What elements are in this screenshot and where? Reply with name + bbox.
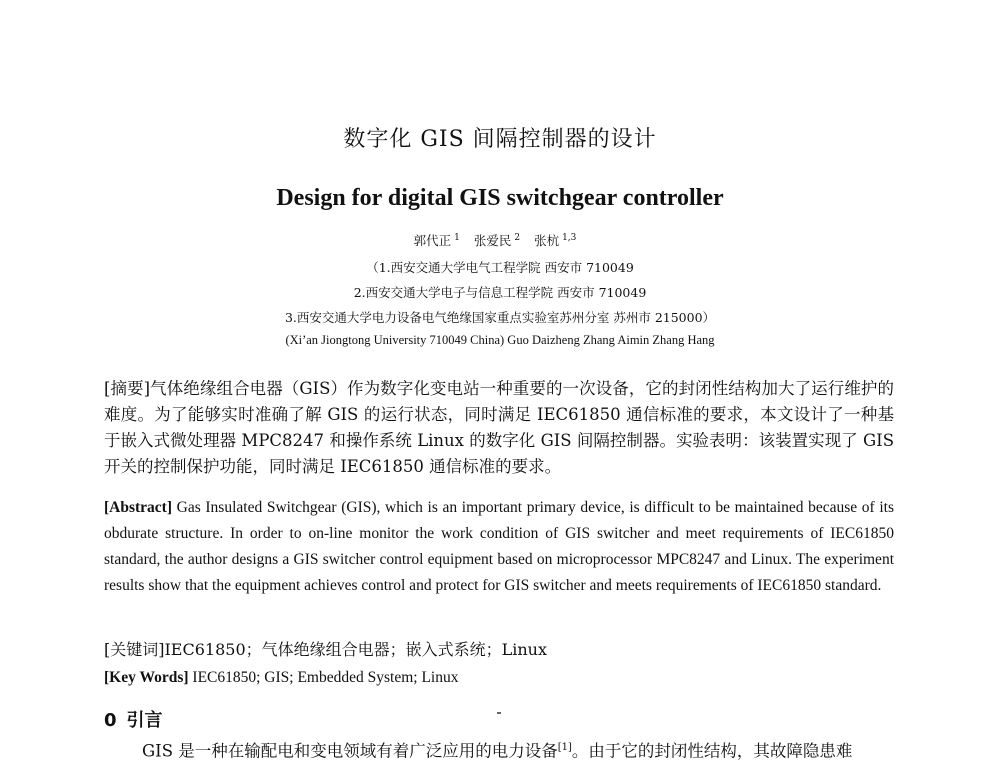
affiliation-line: （1.西安交通大学电气工程学院 西安市 710049 (366, 260, 634, 275)
affiliation-english: (Xi’an Jiongtong University 710049 China) Guo Daizheng Zhang Aimin Zhang Hang (285, 333, 715, 347)
body-text: GIS 是一种在输配电和变电领域有着广泛应用的电力设备 (142, 741, 558, 761)
body-paragraph (142, 737, 902, 763)
author-name: 郭代正 (413, 233, 452, 248)
body-text-cont: 。由于它的封闭性结构，其故障隐患难 (571, 741, 853, 761)
scan-mark (497, 712, 501, 714)
title-english: Design for digital GIS switchgear controller (276, 185, 724, 211)
abstract-chinese: [摘要]气体绝缘组合电器（GIS）作为数字化变电站一种重要的一次设备，它的封闭性结构加大了运行维护的难度。为了能够实时准确了解 GIS 的运行状态，同时满足 IEC61850 通信标准的要求，本文设计了一种基于嵌入式微处理器 MPC8247 和操作系统 Linux 的数字化 GIS 间隔控制器。实验表明：该装置实现了 GIS 开关的控制保护功能，同时满足 IEC61850 通信标准的要求。 (104, 379, 894, 476)
citation-ref: [1] (557, 742, 572, 753)
keywords-chinese: [关键词]IEC61850；气体绝缘组合电器；嵌入式系统；Linux (104, 640, 548, 659)
section-heading (104, 706, 163, 732)
keywords-english (104, 667, 894, 689)
section-title: 引言 (126, 710, 163, 731)
author-list (0, 231, 1000, 249)
keywords-english-text: IEC61850; GIS; Embedded System; Linux (188, 669, 459, 686)
author-affiliation-mark: 1,3 (562, 232, 577, 243)
author-affiliation-mark: 2 (514, 232, 521, 243)
abstract-english (104, 495, 894, 599)
keywords-label: [Key Words] (104, 669, 189, 686)
abstract-english-text: Gas Insulated Switchgear (GIS), which is an important primary device, is difficult to be maintained because of its obdurate structure. In order to on-line monitor the work condition of GIS switcher and meet requirements of IEC61850 standard, the author designs a GIS switcher control equipment based on microprocessor MPC8247 and Linux. The experiment results show that the equipment achieves control and protect for GIS switcher and meets requirements of IEC61850 standard. (104, 499, 894, 594)
author-name: 张爱民 (473, 233, 512, 248)
section-number: 0 (104, 710, 117, 731)
author-name: 张杭 (534, 233, 560, 248)
author-affiliation-mark: 1 (454, 232, 460, 243)
affiliation-line: 3.西安交通大学电力设备电气绝缘国家重点实验室苏州分室 苏州市 215000） (284, 310, 716, 325)
abstract-label: [Abstract] (104, 499, 173, 516)
affiliation-line: 2.西安交通大学电子与信息工程学院 西安市 710049 (353, 285, 647, 300)
title-chinese: 数字化 GIS 间隔控制器的设计 (343, 127, 657, 152)
